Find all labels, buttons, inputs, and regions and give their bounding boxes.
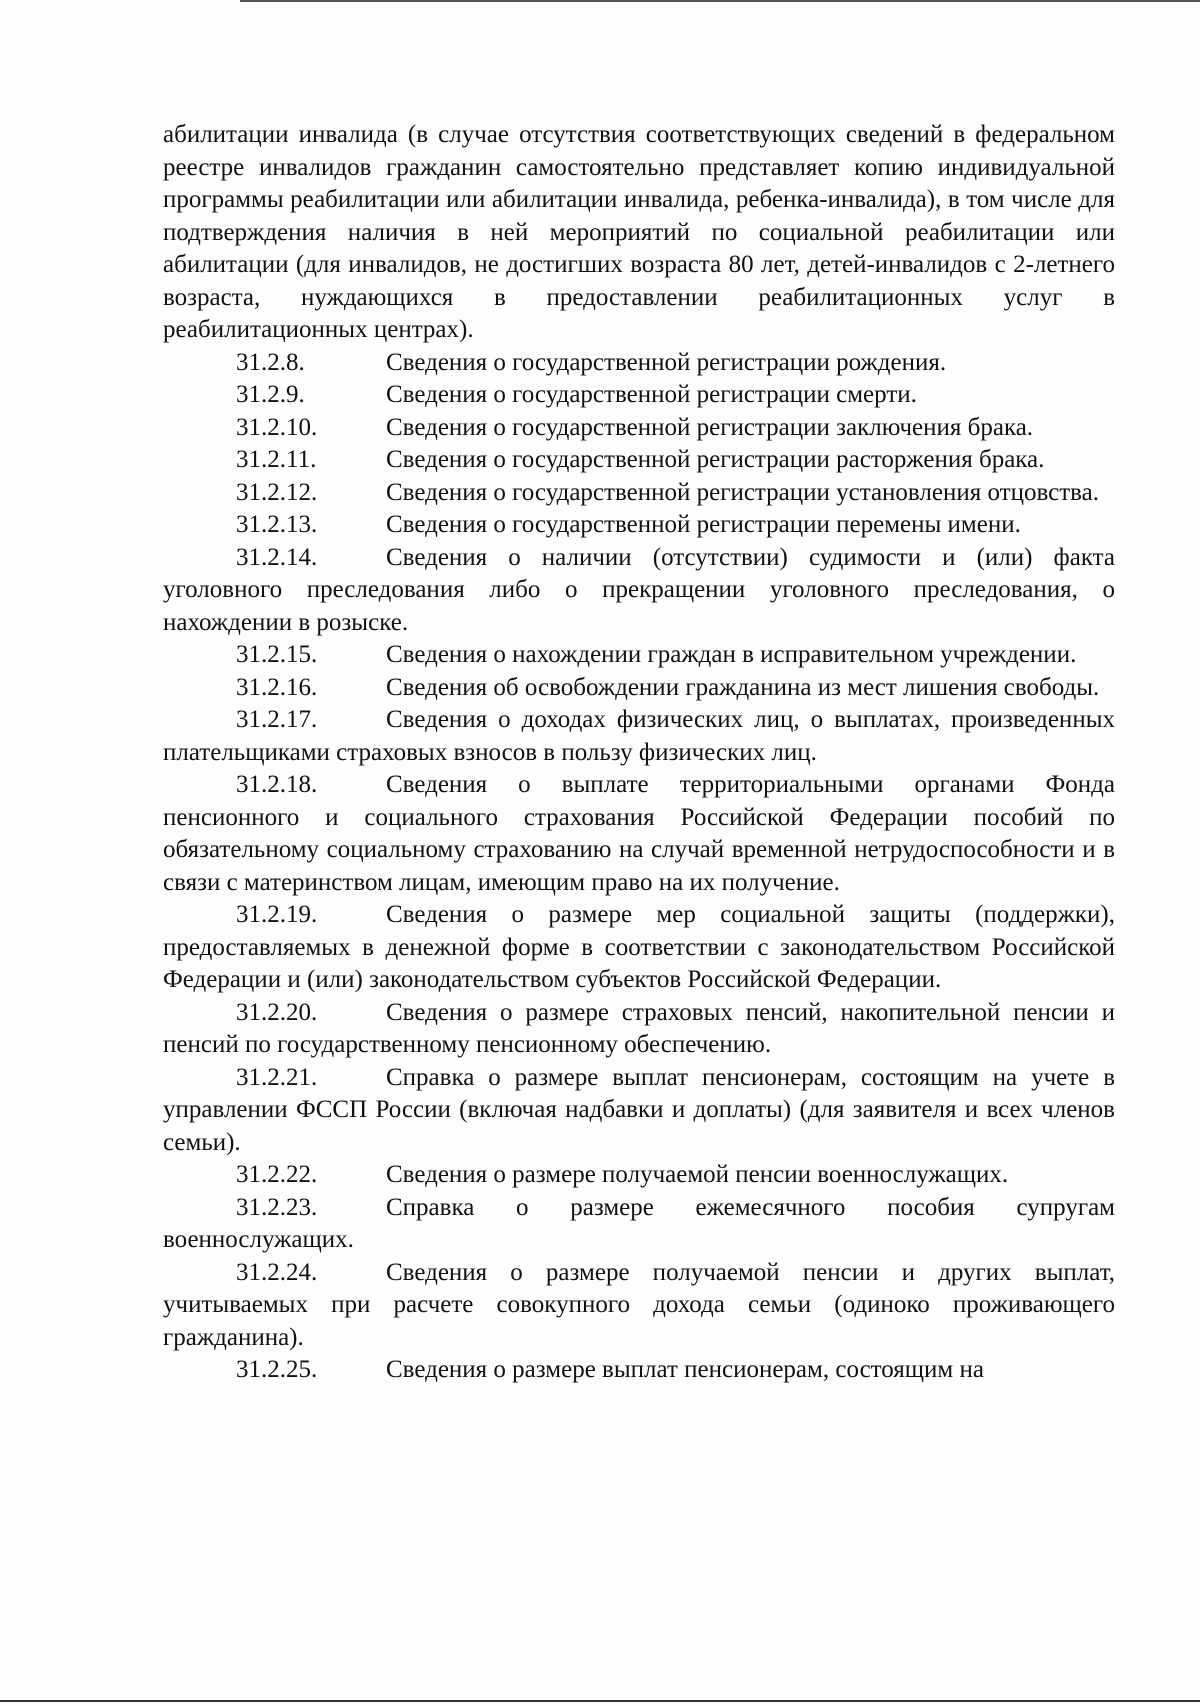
- item-text: Сведения о государственной регистрации заключения брака.: [386, 413, 1034, 441]
- item-number: 31.2.23.: [236, 1193, 318, 1221]
- intro-paragraph: абилитации инвалида (в случае отсутствия соответствующих сведений в федеральном реестре инвалидов гражданин самостоятельно представляет копию индивидуальной программы реабилитации или абилитации инвалида, ребенка-инвалида), в том числе для подтверждения наличия в ней мероприятий по социальной реабилитации или абилитации (для инвалидов, не достигших возраста 80 лет, детей-инвалидов с 2-летнего возраста, нуждающихся в предоставлении реабилитационных услуг в реабилитационных центрах).: [163, 121, 1115, 343]
- item-text: Сведения о наличии (отсутствии) судимости и (или) факта уголовного преследования либо о прекращении уголовного преследования, о нахождении в розыске.: [163, 543, 1115, 636]
- item-text: Сведения о доходах физических лиц, о выплатах, произведенных плательщиками страховых взносов в пользу физических лиц.: [163, 706, 1115, 766]
- item-number: 31.2.11.: [236, 446, 317, 473]
- item-text: Справка о размере выплат пенсионерам, состоящим на учете в управлении ФССП России (включая надбавки и доплаты) (для заявителя и всех членов семьи).: [163, 1063, 1115, 1156]
- item-text: Сведения о государственной регистрации расторжения брака.: [386, 446, 1045, 473]
- list-item: [163, 1192, 1115, 1257]
- item-text: Сведения о государственной регистрации рождения.: [386, 348, 947, 376]
- list-item: [163, 1062, 1115, 1160]
- item-number: 31.2.8.: [236, 348, 305, 376]
- list-item: [163, 1257, 1115, 1355]
- item-number: 31.2.14.: [236, 543, 318, 571]
- item-number: 31.2.12.: [236, 478, 318, 506]
- list-item: [163, 997, 1115, 1062]
- document-body: [163, 119, 1115, 1387]
- item-text: Сведения о государственной регистрации установления отцовства.: [386, 478, 1099, 506]
- list-item: [163, 899, 1115, 997]
- list-item: [163, 379, 1115, 412]
- list-item: [163, 1354, 1115, 1387]
- item-number: 31.2.24.: [236, 1258, 318, 1286]
- item-text: Сведения о размере получаемой пенсии и других выплат, учитываемых при расчете совокупного дохода семьи (одиноко проживающего гражданина).: [163, 1258, 1115, 1351]
- item-number: 31.2.22.: [236, 1161, 318, 1188]
- list-item: [163, 444, 1115, 477]
- item-number: 31.2.9.: [236, 381, 305, 408]
- item-text: Сведения о размере выплат пенсионерам, состоящим на: [386, 1356, 984, 1383]
- list-item: [163, 1159, 1115, 1192]
- item-text: Сведения о государственной регистрации смерти.: [386, 381, 917, 408]
- item-number: 31.2.19.: [236, 901, 318, 928]
- item-number: 31.2.17.: [236, 706, 318, 733]
- item-text: Сведения о размере мер социальной защиты (поддержки), предоставляемых в денежной форме в соответствии с законодательством Российской Федерации и (или) законодательством субъектов Российской Федерации.: [163, 901, 1115, 993]
- item-number: 31.2.25.: [236, 1356, 318, 1383]
- item-text: Сведения об освобождении гражданина из мест лишения свободы.: [386, 673, 1100, 701]
- bottom-border-line: [0, 1700, 1200, 1702]
- list-item: [163, 769, 1115, 899]
- list-item: [163, 704, 1115, 769]
- list-item: [163, 542, 1115, 640]
- list-item: [163, 347, 1115, 380]
- item-number: 31.2.13.: [236, 511, 318, 538]
- item-text: Сведения о нахождении граждан в исправительном учреждении.: [386, 641, 1077, 668]
- list-item: [163, 639, 1115, 672]
- item-number: 31.2.15.: [236, 641, 318, 668]
- list-item: [163, 509, 1115, 542]
- list-item: [163, 412, 1115, 445]
- item-text: Сведения о размере получаемой пенсии военнослужащих.: [386, 1161, 1009, 1188]
- top-border-line: [240, 0, 1200, 2]
- item-number: 31.2.10.: [236, 413, 318, 441]
- item-number: 31.2.18.: [236, 771, 318, 798]
- list-item: [163, 477, 1115, 510]
- item-text: Сведения о размере страховых пенсий, накопительной пенсии и пенсий по государственному пенсионному обеспечению.: [163, 998, 1115, 1058]
- list-item: [163, 672, 1115, 705]
- item-number: 31.2.16.: [236, 673, 318, 701]
- item-text: Сведения о государственной регистрации перемены имени.: [386, 511, 1021, 538]
- item-text: Сведения о выплате территориальными органами Фонда пенсионного и социального страхования Российской Федерации пособий по обязательному социальному страхованию на случай временной нетрудоспособности и в связи с материнством лицам, имеющим право на их получение.: [163, 771, 1115, 896]
- item-number: 31.2.20.: [236, 998, 318, 1026]
- item-text: Справка о размере ежемесячного пособия супругам военнослужащих.: [163, 1193, 1115, 1253]
- item-number: 31.2.21.: [236, 1063, 318, 1091]
